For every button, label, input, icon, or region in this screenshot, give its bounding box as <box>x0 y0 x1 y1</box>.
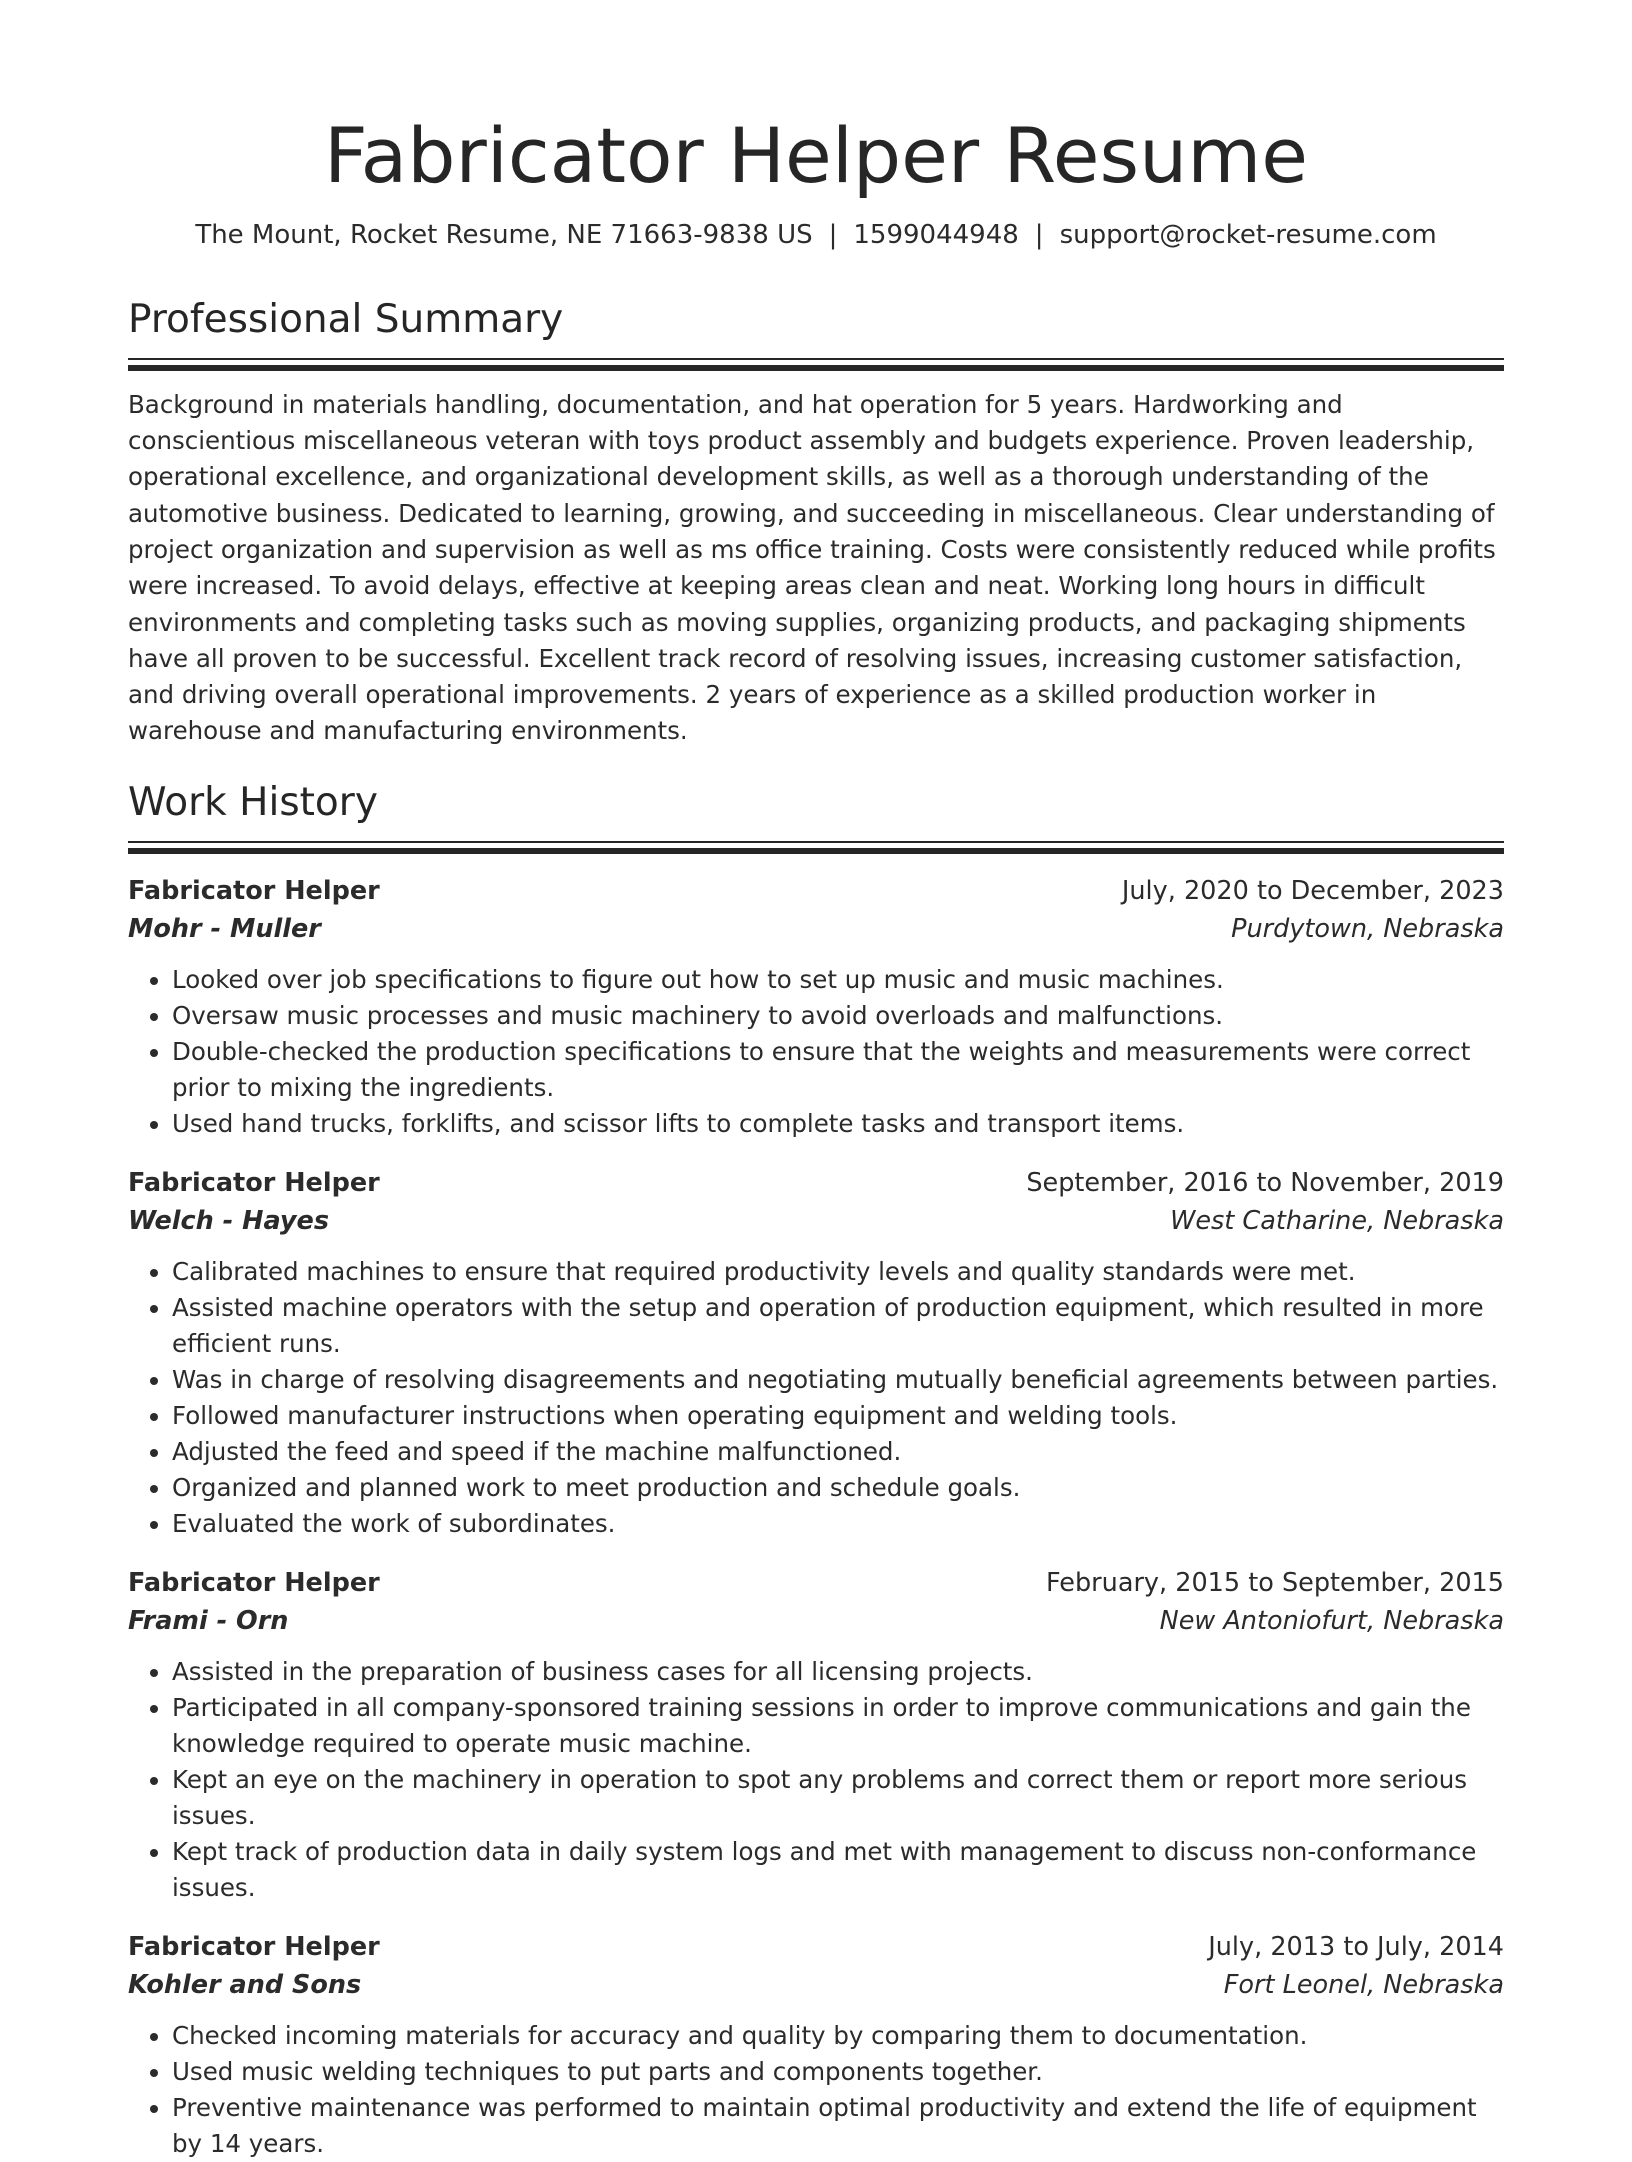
summary-heading: Professional Summary <box>128 296 564 342</box>
summary-text: Background in materials handling, documentation, and hat operation for 5 years. Hardworking and conscientious miscellaneous veteran with toys product assembly and budgets experience. Proven leadership, operational excellence, and organizational development skills, as well as a thorough understanding of the automotive business. Dedicated to learning, growing, and succeeding in miscellaneous. Clear understanding of project organization and supervision as well as ms office training. Costs were consistently reduced while profits were increased. To avoid delays, effective at keeping areas clean and neat. Working long hours in difficult environments and completing tasks such as moving supplies, organizing products, and packaging shipments have all proven to be successful. Excellent track record of resolving issues, increasing customer satisfaction, and driving overall operational improvements. 2 years of experience as a skilled production worker in warehouse and manufacturing environments. <box>128 389 1496 746</box>
job-dates: February, 2015 to September, 2015 <box>1046 1567 1504 1598</box>
job-bullet: • Kept track of production data in daily system logs and met with management to discuss non-conformance issues. <box>172 1834 1504 1906</box>
job-entry <box>128 1564 1504 1906</box>
job-bullet-list <box>128 962 1504 1142</box>
job-title-row <box>128 1164 1504 1202</box>
contact-separator: | <box>1034 220 1044 251</box>
job-title: Fabricator Helper <box>128 1931 380 1962</box>
job-bullet: • Oversaw music processes and music machinery to avoid overloads and malfunctions. <box>172 998 1504 1034</box>
contact-email: support@rocket-resume.com <box>1059 220 1437 251</box>
work-section-header <box>128 780 1504 854</box>
job-bullet: • Assisted machine operators with the setup and operation of production equipment, which resulted in more efficient runs. <box>172 1290 1504 1362</box>
job-company-row <box>128 910 1504 948</box>
work-heading: Work History <box>128 779 378 825</box>
job-bullet: • Was in charge of resolving disagreements and negotiating mutually beneficial agreements between parties. <box>172 1362 1504 1398</box>
job-bullet: • Used music welding techniques to put parts and components together. <box>172 2054 1504 2090</box>
job-title: Fabricator Helper <box>128 1167 380 1198</box>
job-bullet: • Calibrated machines to ensure that required productivity levels and quality standards were met. <box>172 1254 1504 1290</box>
summary-section-header <box>128 297 1504 371</box>
job-bullet: • Used hand trucks, forklifts, and scissor lifts to complete tasks and transport items. <box>172 1106 1504 1142</box>
job-bullet: • Assisted in the preparation of business cases for all licensing projects. <box>172 1654 1504 1690</box>
resume-title: Fabricator Helper Resume <box>323 111 1309 200</box>
contact-line <box>128 219 1504 253</box>
section-divider-thick <box>128 365 1504 371</box>
job-company-row <box>128 1202 1504 1240</box>
job-bullet: • Participated in all company-sponsored training sessions in order to improve communications and gain the knowledge required to operate music machine. <box>172 1690 1504 1762</box>
job-company-row <box>128 1966 1504 2004</box>
job-company: Kohler and Sons <box>128 1969 362 2000</box>
job-company-row <box>128 1602 1504 1640</box>
work-history-list <box>128 872 1504 2162</box>
job-location: Purdytown, Nebraska <box>1231 913 1504 944</box>
job-entry <box>128 1928 1504 2162</box>
job-title-row <box>128 1564 1504 1602</box>
job-company: Frami - Orn <box>128 1605 289 1636</box>
job-bullet: • Adjusted the feed and speed if the machine malfunctioned. <box>172 1434 1504 1470</box>
job-bullet: • Looked over job specifications to figure out how to set up music and music machines. <box>172 962 1504 998</box>
job-title-row <box>128 1928 1504 1966</box>
job-title: Fabricator Helper <box>128 875 380 906</box>
job-bullet: • Kept an eye on the machinery in operation to spot any problems and correct them or report more serious issues. <box>172 1762 1504 1834</box>
job-bullet: • Followed manufacturer instructions when operating equipment and welding tools. <box>172 1398 1504 1434</box>
contact-separator: | <box>828 220 838 251</box>
job-company: Welch - Hayes <box>128 1205 329 1236</box>
job-dates: September, 2016 to November, 2019 <box>1026 1167 1504 1198</box>
job-title-row <box>128 872 1504 910</box>
job-company: Mohr - Muller <box>128 913 321 944</box>
contact-phone: 1599044948 <box>853 220 1019 251</box>
job-bullet: • Preventive maintenance was performed to maintain optimal productivity and extend the life of equipment by 14 years. <box>172 2090 1504 2162</box>
job-title: Fabricator Helper <box>128 1567 380 1598</box>
job-bullet: • Organized and planned work to meet production and schedule goals. <box>172 1470 1504 1506</box>
job-dates: July, 2013 to July, 2014 <box>1208 1931 1504 1962</box>
job-bullet: • Double-checked the production specifications to ensure that the weights and measurements were correct prior to mixing the ingredients. <box>172 1034 1504 1106</box>
contact-address: The Mount, Rocket Resume, NE 71663-9838 US <box>195 220 813 251</box>
section-divider-thick <box>128 848 1504 854</box>
job-bullet: • Evaluated the work of subordinates. <box>172 1506 1504 1542</box>
job-bullet-list <box>128 1654 1504 1906</box>
job-location: Fort Leonel, Nebraska <box>1223 1969 1504 2000</box>
job-entry <box>128 872 1504 1142</box>
job-location: West Catharine, Nebraska <box>1170 1205 1504 1236</box>
job-bullet-list <box>128 1254 1504 1542</box>
job-bullet-list <box>128 2018 1504 2162</box>
job-dates: July, 2020 to December, 2023 <box>1121 875 1504 906</box>
job-location: New Antoniofurt, Nebraska <box>1159 1605 1504 1636</box>
job-entry <box>128 1164 1504 1542</box>
job-bullet: • Checked incoming materials for accuracy and quality by comparing them to documentation. <box>172 2018 1504 2054</box>
